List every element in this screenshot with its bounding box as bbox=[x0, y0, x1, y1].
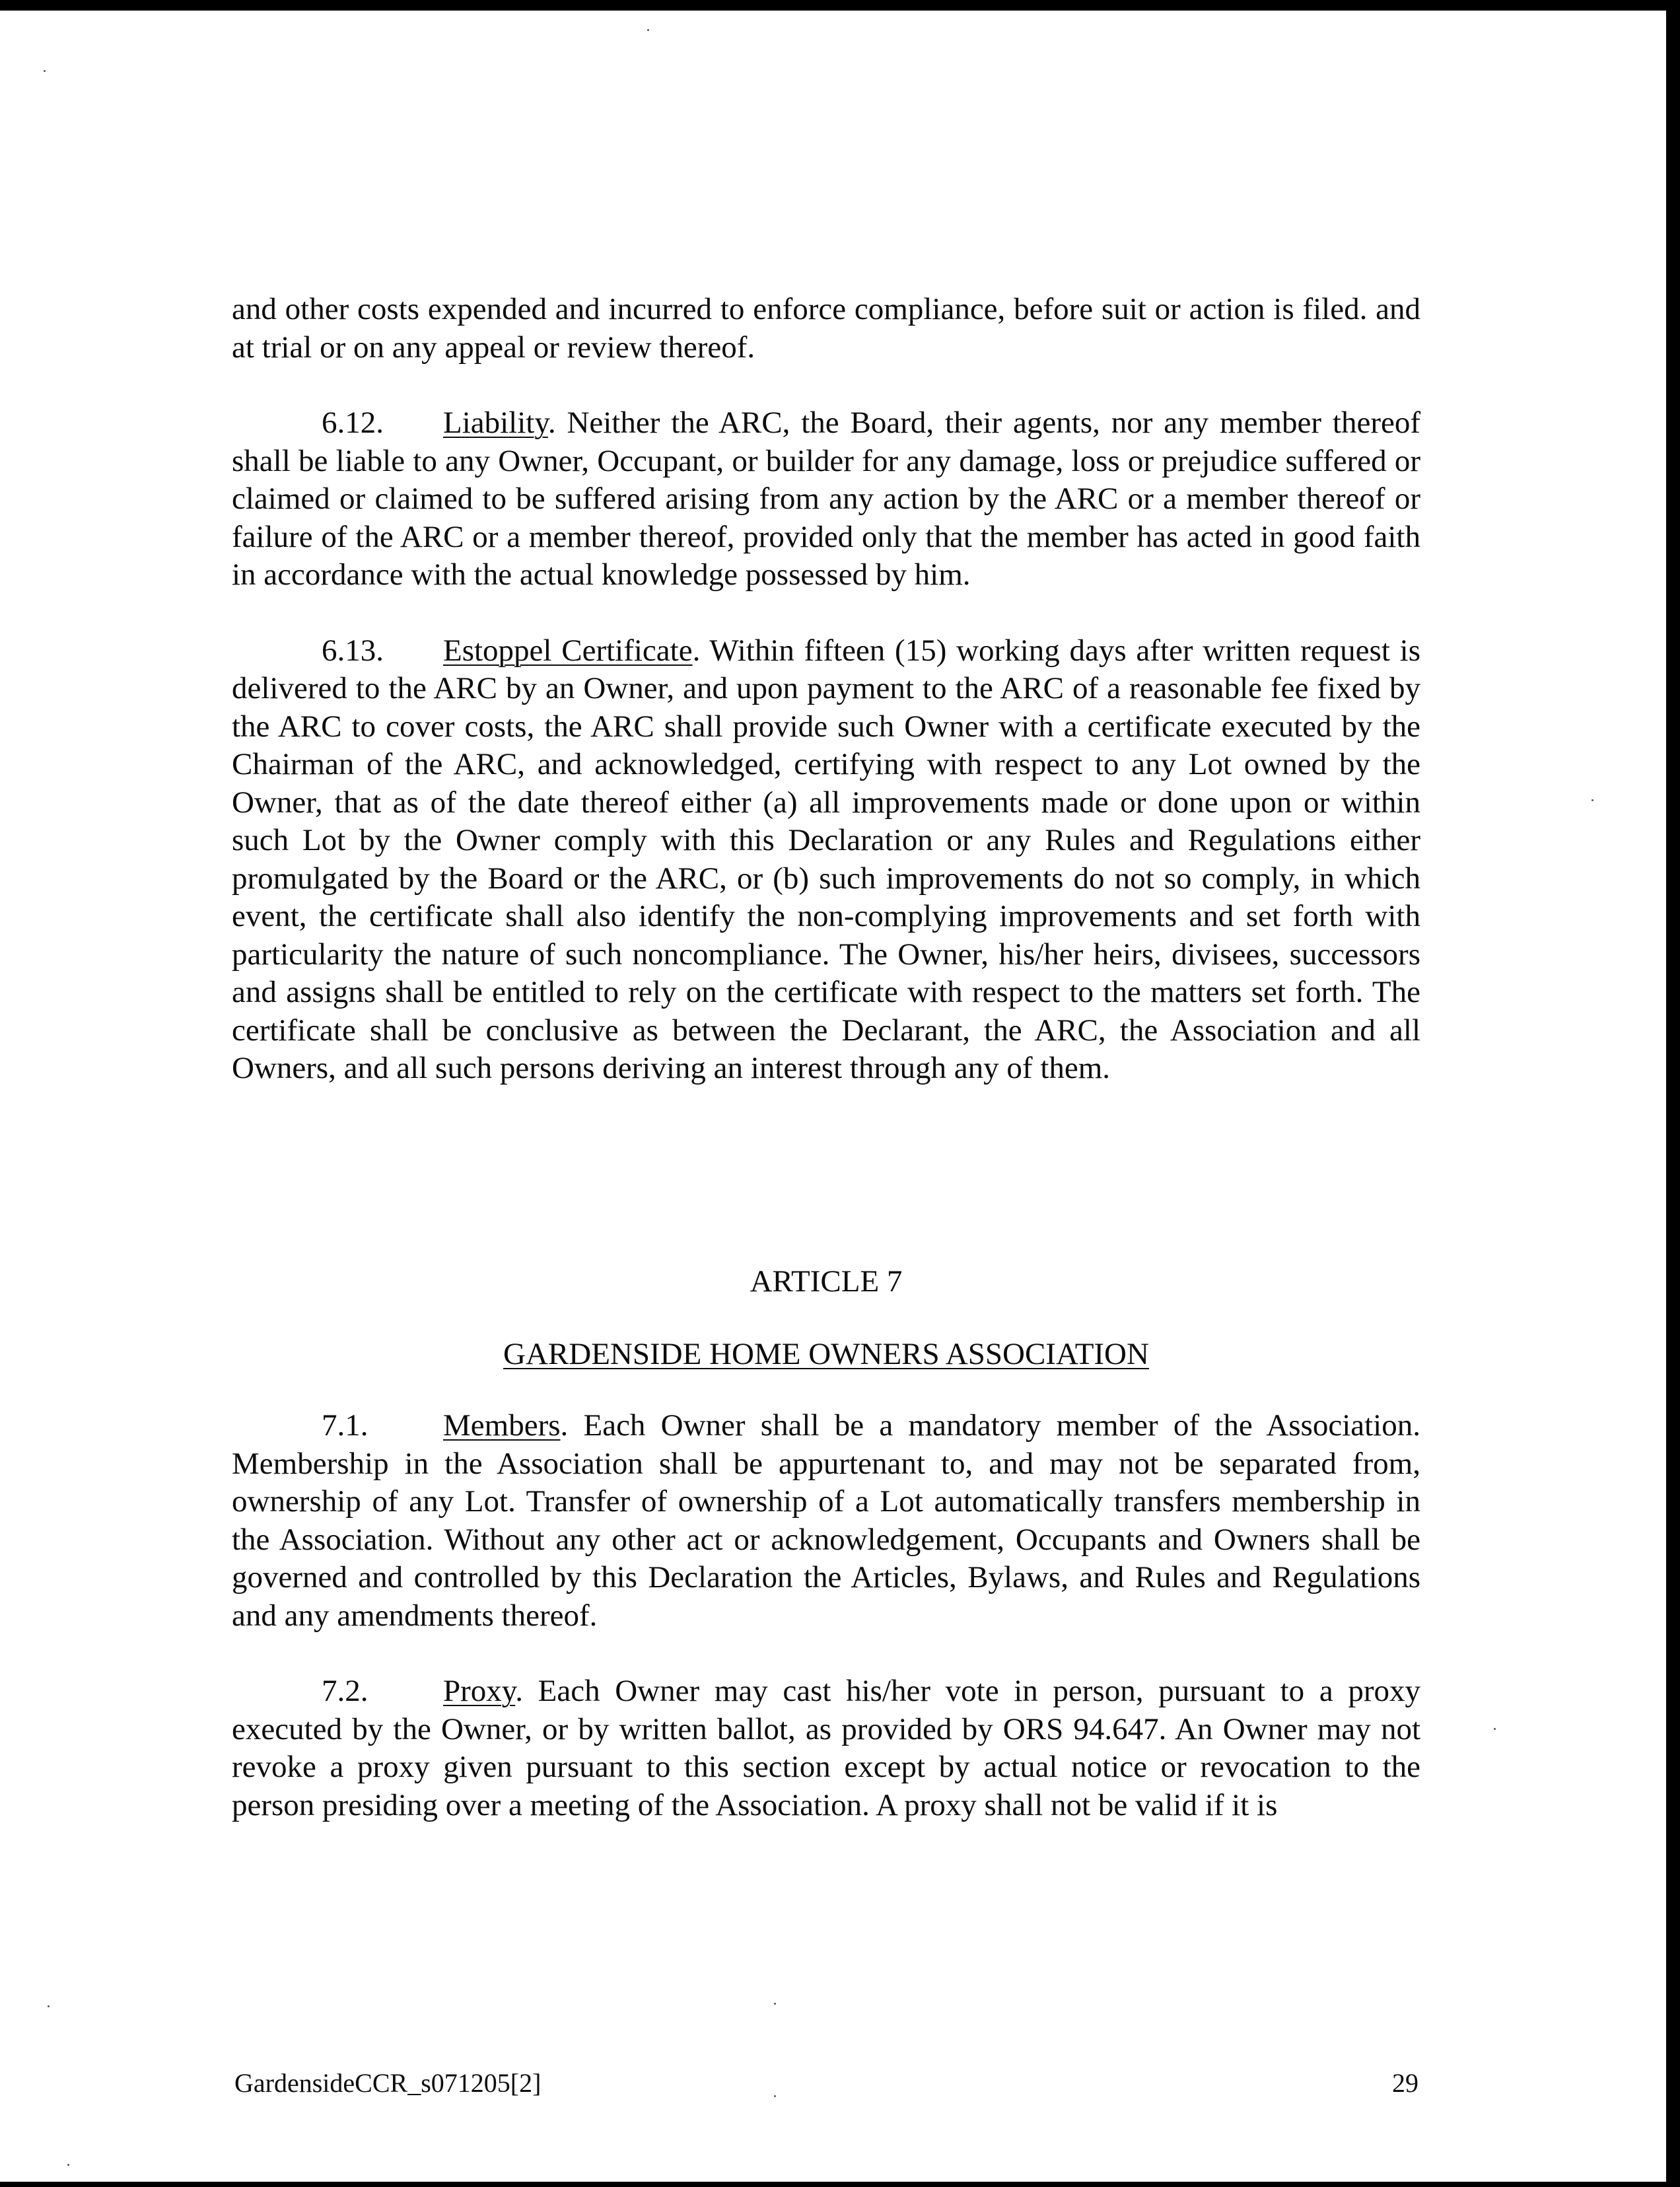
section-7-2 bbox=[232, 1672, 1420, 1824]
scan-speck bbox=[774, 2003, 776, 2005]
section-number: 7.2. bbox=[322, 1674, 368, 1708]
article-heading-block bbox=[232, 1263, 1420, 1301]
scan-border-top bbox=[0, 0, 1680, 11]
section-text: . Each Owner shall be a mandatory member of the Association. Membership in the Association shall be appurtenant to, and may not be separated from, ownership of any Lot. Transfer of ownership of a Lot automatically transfers membership in the Association. Without any other act or acknowledgement, Occupants and Owners shall be governed and controlled by this Declaration the Articles, Bylaws, and Rules and Regulations and any amendments thereof. bbox=[232, 1408, 1420, 1633]
scan-speck bbox=[647, 29, 649, 31]
section-title: Proxy bbox=[443, 1674, 516, 1708]
section-text: . Within fifteen (15) working days after written request is delivered to the ARC by an Owner, and upon payment to the ARC of a reasonable fee fixed by the ARC to cover costs, the ARC shall provide such Owner with a certificate executed by the Chairman of the ARC, and acknowledged, certifying with respect to any Lot owned by the Owner, that as of the date thereof either (a) all improvements made or done upon or within such Lot by the Owner comply with this Declaration or any Rules and Regulations either promulgated by the Board or the ARC, or (b) such improvements do not so comply, in which event, the certificate shall also identify the non-complying improvements and set forth with particularity the nature of such noncompliance. The Owner, his/her heirs, divisees, successors and assigns shall be entitled to rely on the certificate with respect to the matters set forth. The certificate shall be conclusive as between the Declarant, the ARC, the Association and all Owners, and all such persons deriving an interest through any of them. bbox=[232, 633, 1420, 1085]
article-title-block bbox=[232, 1336, 1420, 1374]
article-title: GARDENSIDE HOME OWNERS ASSOCIATION bbox=[503, 1337, 1149, 1371]
scan-speck bbox=[1494, 1728, 1496, 1730]
scan-speck bbox=[67, 2164, 69, 2166]
section-title: Estoppel Certificate bbox=[443, 633, 693, 668]
section-title: Members bbox=[443, 1408, 561, 1443]
section-text: . Neither the ARC, the Board, their agents, nor any member thereof shall be liable to any Owner, Occupant, or builder for any damage, loss or prejudice suffered or claimed or claimed to be suffered arising from any action by the ARC or a member thereof or failure of the ARC or a member thereof, provided only that the member has acted in good faith in accordance with the actual knowledge possessed by him. bbox=[232, 406, 1420, 592]
continuation-paragraph: and other costs expended and incurred to enforce compliance, before suit or action is filed. and at trial or on any appeal or review thereof. bbox=[232, 292, 1420, 365]
section-number: 6.12. bbox=[322, 406, 384, 440]
scan-speck bbox=[48, 2005, 50, 2007]
page-body-article-7 bbox=[232, 1407, 1420, 1824]
section-7-1 bbox=[232, 1407, 1420, 1635]
scan-speck bbox=[44, 70, 46, 72]
scan-border-right bbox=[1666, 0, 1680, 2187]
scan-speck bbox=[774, 2095, 776, 2097]
article-heading: ARTICLE 7 bbox=[750, 1264, 903, 1299]
section-6-12 bbox=[232, 404, 1420, 594]
section-number: 6.13. bbox=[322, 633, 384, 668]
section-text: . Each Owner may cast his/her vote in person, pursuant to a proxy executed by the Owner, or by written ballot, as provided by ORS 94.647. An Owner may not revoke a proxy given pursuant to this section except by actual notice or revocation to the person presiding over a meeting of the Association. A proxy shall not be valid if it is bbox=[232, 1674, 1420, 1822]
section-number: 7.1. bbox=[322, 1408, 368, 1443]
scan-speck bbox=[1592, 799, 1593, 801]
page-body-top bbox=[232, 291, 1420, 1088]
footer-page-number: 29 bbox=[1392, 2068, 1418, 2098]
footer-document-id: GardensideCCR_s071205[2] bbox=[234, 2068, 542, 2098]
scan-border-bottom bbox=[0, 2182, 1680, 2187]
section-title: Liability bbox=[443, 406, 548, 440]
section-6-13 bbox=[232, 632, 1420, 1088]
